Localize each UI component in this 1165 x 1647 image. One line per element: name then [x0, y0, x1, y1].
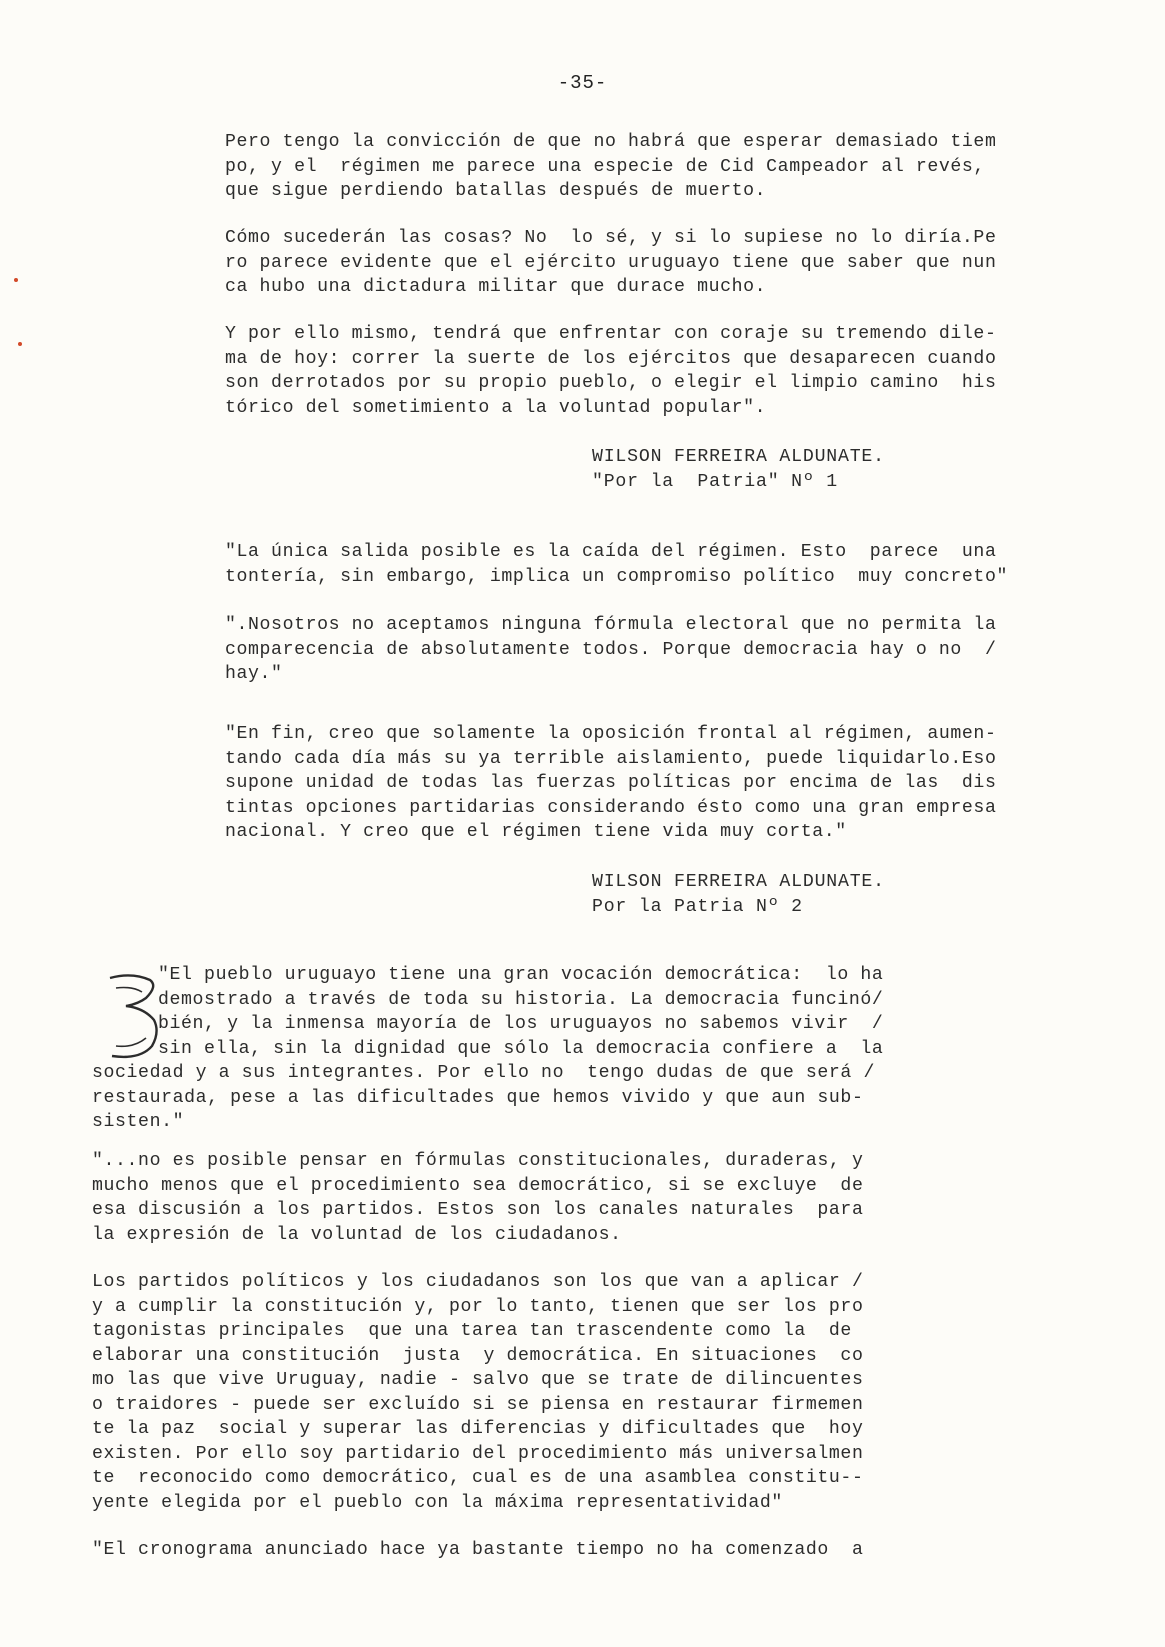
text-line: tórico del sometimiento a la voluntad popular". [225, 397, 767, 418]
text-line: sisten." [92, 1112, 185, 1132]
text-line: yente elegida por el pueblo con la máxima representatividad" [92, 1492, 783, 1513]
signature-author: WILSON FERREIRA ALDUNATE. [592, 447, 885, 467]
text-line: sin ella, sin la dignidad que sólo la democracia confiere a la [158, 1038, 884, 1059]
text-line: tando cada día más su ya terrible aislamiento, puede liquidarlo.Eso [225, 748, 997, 769]
page-number: -35- [557, 72, 608, 94]
paragraph-10 [92, 1538, 972, 1563]
text-line: tontería, sin embargo, implica un compromiso político muy concreto" [225, 566, 1008, 587]
text-line: esa discusión a los partidos. Estos son los canales naturales para [92, 1200, 864, 1220]
signature-source: Por la Patria Nº 2 [592, 896, 803, 917]
paragraph-5 [225, 613, 1083, 687]
text-line: "El cronograma anunciado hace ya bastante tiempo no ha comenzado a [92, 1540, 864, 1560]
paragraph-7-indented [158, 963, 958, 1061]
text-line: bién, y la inmensa mayoría de los uruguayos no sabemos vivir / [158, 1014, 884, 1034]
text-line: comparecencia de absolutamente todos. Porque democracia hay o no / [225, 639, 997, 660]
paragraph-2 [225, 226, 1083, 300]
text-line: nacional. Y creo que el régimen tiene vida muy corta." [225, 822, 847, 842]
margin-speck [14, 278, 18, 282]
text-line: po, y el régimen me parece una especie de Cid Campeador al revés, [225, 156, 985, 177]
margin-speck [18, 342, 22, 346]
text-line: "En fin, creo que solamente la oposición frontal al régimen, aumen- [225, 724, 997, 744]
text-line: o traidores - puede ser excluído si se piensa en restaurar firmemen [92, 1394, 864, 1415]
text-line: te la paz social y superar las diferencias y dificultades que hoy [92, 1419, 864, 1439]
paragraph-4 [225, 540, 1083, 589]
text-line: Y por ello mismo, tendrá que enfrentar con coraje su tremendo dile- [225, 324, 997, 344]
text-line: ma de hoy: correr la suerte de los ejércitos que desaparecen cuando [225, 348, 997, 369]
text-line: "La única salida posible es la caída del régimen. Esto parece una [225, 542, 997, 562]
text-line: que sigue perdiendo batallas después de muerto. [225, 181, 767, 201]
text-line: restaurada, pese a las dificultades que hemos vivido y que aun sub- [92, 1087, 864, 1108]
text-line: ro parece evidente que el ejército uruguayo tiene que saber que nun [225, 252, 997, 273]
paragraph-9 [92, 1270, 972, 1515]
text-line: mucho menos que el procedimiento sea democrático, si se excluye de [92, 1175, 864, 1196]
signature-block-2 [592, 870, 992, 919]
text-line: supone unidad de todas las fuerzas políticas por encima de las dis [225, 773, 997, 793]
text-line: existen. Por ello soy partidario del procedimiento más universalmen [92, 1443, 864, 1464]
text-line: la expresión de la voluntad de los ciudadanos. [92, 1224, 622, 1245]
signature-author: WILSON FERREIRA ALDUNATE. [592, 872, 885, 892]
signature-source: "Por la Patria" Nº 1 [592, 471, 838, 492]
text-line: mo las que vive Uruguay, nadie - salvo que se trate de dilincuentes [92, 1370, 864, 1390]
text-line: sociedad y a sus integrantes. Por ello no tengo dudas de que será / [92, 1063, 875, 1083]
paragraph-3 [225, 322, 1083, 420]
text-line: tintas opciones partidarias considerando ésto como una gran empresa [225, 797, 997, 818]
text-line: Los partidos políticos y los ciudadanos son los que van a aplicar / [92, 1272, 864, 1292]
text-line: tagonistas principales que una tarea tan trascendente como la de [92, 1321, 852, 1341]
text-line: ca hubo una dictadura militar que durace mucho. [225, 277, 767, 297]
paragraph-8 [92, 1149, 972, 1247]
paragraph-7-continued [92, 1061, 972, 1135]
text-line: Cómo sucederán las cosas? No lo sé, y si lo supiese no lo diría.Pe [225, 228, 997, 248]
text-line: y a cumplir la constitución y, por lo tanto, tienen que ser los pro [92, 1296, 864, 1317]
text-line: demostrado a través de toda su historia. La democracia funcinó/ [158, 989, 884, 1010]
text-line: te reconocido como democrático, cual es de una asamblea constitu-- [92, 1468, 864, 1488]
text-line: son derrotados por su propio pueblo, o elegir el limpio camino his [225, 373, 997, 393]
text-line: Pero tengo la convicción de que no habrá que esperar demasiado tiem [225, 132, 997, 152]
drop-cap-three-icon [102, 968, 162, 1063]
paragraph-6 [225, 722, 1083, 845]
text-line: "...no es posible pensar en fórmulas constitucionales, duraderas, y [92, 1151, 864, 1171]
text-line: elaborar una constitución justa y democrática. En situaciones co [92, 1345, 864, 1366]
paragraph-1 [225, 130, 1083, 204]
signature-block-1 [592, 445, 992, 494]
text-line: hay." [225, 664, 283, 684]
text-line: ".Nosotros no aceptamos ninguna fórmula electoral que no permita la [225, 615, 997, 635]
text-line: "El pueblo uruguayo tiene una gran vocación democrática: lo ha [158, 965, 884, 985]
